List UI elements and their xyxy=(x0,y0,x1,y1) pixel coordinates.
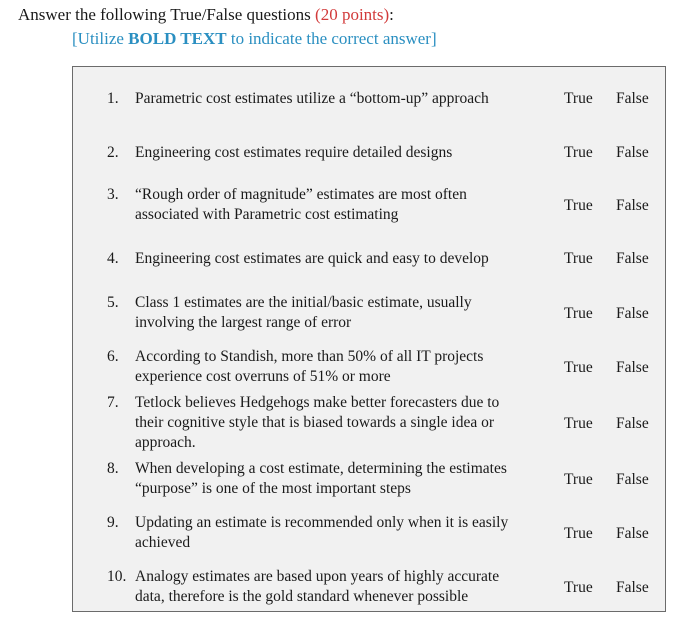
true-option[interactable]: True xyxy=(564,359,593,376)
question-row xyxy=(73,459,667,499)
question-text-line: data, therefore is the gold standard whenever possible xyxy=(135,588,469,605)
instruction-heading xyxy=(18,4,394,26)
instruction-text: Answer the following True/False questions xyxy=(18,5,316,24)
question-row xyxy=(73,89,667,109)
question-row xyxy=(73,347,667,387)
question-number: 5. xyxy=(107,294,119,311)
question-text xyxy=(135,293,545,333)
question-text-line: Class 1 estimates are the initial/basic estimate, usually xyxy=(135,294,472,311)
question-row xyxy=(73,513,667,553)
question-text-line: “purpose” is one of the most important steps xyxy=(135,480,411,497)
question-number: 3. xyxy=(107,186,119,203)
false-option[interactable]: False xyxy=(616,250,649,267)
question-number: 6. xyxy=(107,348,119,365)
question-text-line: achieved xyxy=(135,534,191,551)
true-option[interactable]: True xyxy=(564,525,593,542)
question-text-line: Engineering cost estimates require detailed designs xyxy=(135,144,453,161)
question-row xyxy=(73,185,667,225)
true-option[interactable]: True xyxy=(564,415,593,432)
false-option[interactable]: False xyxy=(616,415,649,432)
question-text xyxy=(135,249,545,269)
question-text-line: According to Standish, more than 50% of all IT projects xyxy=(135,348,484,365)
question-text-line: their cognitive style that is biased towards a single idea or xyxy=(135,414,494,431)
false-option[interactable]: False xyxy=(616,197,649,214)
points-label: (20 points) xyxy=(315,5,390,24)
true-option[interactable]: True xyxy=(564,579,593,596)
question-number: 2. xyxy=(107,144,119,161)
question-row xyxy=(73,293,667,333)
question-text-line: approach. xyxy=(135,434,196,451)
question-number: 1. xyxy=(107,90,119,107)
question-number: 4. xyxy=(107,250,119,267)
instruction-subheading xyxy=(72,28,437,50)
question-text xyxy=(135,459,545,499)
subheading-open: [Utilize xyxy=(72,29,129,48)
question-text-line: Engineering cost estimates are quick and easy to develop xyxy=(135,250,489,267)
true-option[interactable]: True xyxy=(564,305,593,322)
question-text xyxy=(135,89,545,109)
question-text xyxy=(135,347,545,387)
false-option[interactable]: False xyxy=(616,144,649,161)
question-text xyxy=(135,567,545,607)
question-text-line: “Rough order of magnitude” estimates are most often xyxy=(135,186,467,203)
subheading-bold-text: BOLD TEXT xyxy=(128,29,227,48)
true-option[interactable]: True xyxy=(564,250,593,267)
true-option[interactable]: True xyxy=(564,90,593,107)
question-number: 8. xyxy=(107,460,119,477)
question-row xyxy=(73,393,667,453)
question-number: 10. xyxy=(107,568,127,585)
question-row xyxy=(73,143,667,163)
false-option[interactable]: False xyxy=(616,471,649,488)
question-number: 9. xyxy=(107,514,119,531)
question-row xyxy=(73,567,667,607)
true-option[interactable]: True xyxy=(564,471,593,488)
question-text-line: involving the largest range of error xyxy=(135,314,352,331)
false-option[interactable]: False xyxy=(616,525,649,542)
questions-box xyxy=(72,66,666,612)
question-text-line: Analogy estimates are based upon years of highly accurate xyxy=(135,568,500,585)
question-text-line: experience cost overruns of 51% or more xyxy=(135,368,391,385)
true-option[interactable]: True xyxy=(564,197,593,214)
false-option[interactable]: False xyxy=(616,305,649,322)
question-row xyxy=(73,249,667,269)
false-option[interactable]: False xyxy=(616,359,649,376)
question-text-line: Parametric cost estimates utilize a “bottom-up” approach xyxy=(135,90,489,107)
question-text-line: Tetlock believes Hedgehogs make better forecasters due to xyxy=(135,394,500,411)
false-option[interactable]: False xyxy=(616,579,649,596)
question-text-line: Updating an estimate is recommended only when it is easily xyxy=(135,514,509,531)
question-text xyxy=(135,143,545,163)
question-text xyxy=(135,513,545,553)
question-text xyxy=(135,185,545,225)
instruction-colon: : xyxy=(389,5,394,24)
question-number: 7. xyxy=(107,394,119,411)
question-text xyxy=(135,393,545,453)
subheading-close: to indicate the correct answer] xyxy=(226,29,437,48)
question-text-line: associated with Parametric cost estimating xyxy=(135,206,399,223)
false-option[interactable]: False xyxy=(616,90,649,107)
true-option[interactable]: True xyxy=(564,144,593,161)
question-text-line: When developing a cost estimate, determining the estimates xyxy=(135,460,507,477)
